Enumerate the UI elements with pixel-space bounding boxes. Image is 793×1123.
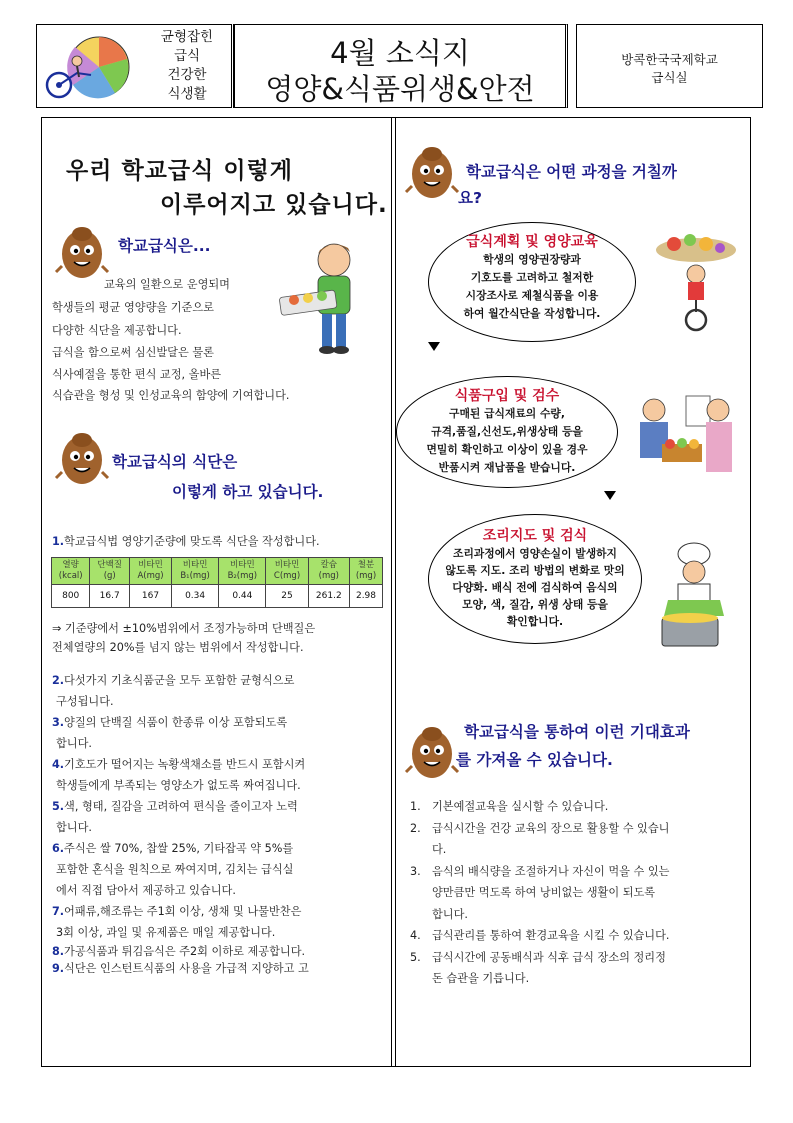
main-title-line1: 우리 학교급식 이렇게 [66,158,293,184]
inspection-illustration [626,386,742,482]
table-cell: 2.98 [349,585,382,608]
table-cell: 261.2 [308,585,349,608]
effects-title-line2: 를 가져올 수 있습니다. [456,751,613,769]
rule-item: 7.어패류,해조류는 주1회 이상, 생채 및 나물반찬은 [52,905,302,918]
table-cell: 167 [130,585,172,608]
process-step-planning: 급식계획 및 영양교육 학생의 영양권장량과 기호도를 고려하고 철저한 시장조사로 제철식품을 이용 하여 월간식단을 작성합니다. [428,222,636,342]
mascot-icon [404,722,460,784]
rule-item-cont: 3회 이상, 과일 및 유제품은 매일 제공합니다. [56,926,276,939]
rule-number: 1. [52,535,65,548]
list-item: 3. 음식의 배식량을 조절하거나 자신이 먹을 수 있는 양만큼만 먹도록 하여 낭비없는 생활이 되도록 합니다. [410,864,670,921]
newsletter-title: 4월 소식지 [330,36,470,70]
list-item: 1. 기본예절교육을 실시할 수 있습니다. [410,800,609,813]
student-tray-illustration [276,238,376,358]
rule-item-cont: 에서 직접 담아서 제공하고 있습니다. [56,884,236,897]
rules-list [52,670,387,977]
newsletter-subtitle: 영양&식품위생&안전 [265,72,535,106]
list-item: 4. 급식관리를 통하여 환경교육을 시킬 수 있습니다. [410,929,670,942]
rule-item-cont: 합니다. [56,821,92,834]
rule-item-cont: 학생들에게 부족되는 영양소가 없도록 짜여집니다. [56,779,301,792]
rule-item-cont: 구성됩니다. [56,695,114,708]
table-header-cell: 비타민 B₂(mg) [219,558,266,585]
rule-item: 6.주식은 쌀 70%, 찹쌀 25%, 기타잡곡 약 5%를 [52,842,294,855]
mascot-icon [54,222,110,284]
table-header-row [52,558,383,585]
flow-arrow-icon [604,491,616,500]
table-header-cell: 비타민 B₁(mg) [171,558,218,585]
mascot-icon [404,142,460,204]
effects-title-line1: 학교급식을 통하여 이런 기대효과 [464,723,690,741]
motto-line: 균형잡힌 [160,29,214,45]
rule-item: 5.색, 형태, 질감을 고려하여 편식을 줄이고자 노력 [52,800,298,813]
process-title-line2: 요? [458,189,482,207]
section1-title: 학교급식은... [118,237,211,255]
motto-line: 건강한 [167,67,207,83]
balanced-diet-icon [41,33,137,105]
department-name: 급식실 [651,70,688,85]
rule-item: 8.가공식품과 튀김음식은 주2회 이하로 제공합니다. [52,945,306,958]
section1-line: 급식을 함으로써 심신발달은 물론 [52,346,214,359]
table-header-cell: 칼슘 (mg) [308,558,349,585]
step-title: 식품구입 및 검수 [454,388,560,404]
table-row [52,585,383,608]
rule-item: 9.식단은 인스턴트식품의 사용을 가급적 지양하고 고 [52,962,309,975]
list-item: 2. 급식시간을 건강 교육의 장으로 활용할 수 있습니 다. [410,821,670,856]
main-title-line2: 이루어지고 있습니다. [160,192,388,218]
table-header-cell: 철분 (mg) [349,558,382,585]
rule-item: 2.다섯가지 기초식품군을 모두 포함한 균형식으로 [52,674,295,687]
school-name: 방콕한국국제학교 [621,52,718,67]
chef-illustration [654,540,740,652]
table-cell: 25 [266,585,308,608]
nutrition-standard-table [51,557,383,608]
rule-item-cont: 포함한 혼식을 원칙으로 짜여지며, 김치는 급식실 [56,863,294,876]
process-step-purchase: 식품구입 및 검수 구매된 급식재료의 수량, 규격,품질,신선도,위생상태 등을 면밀히 확인하고 이상이 있을 경우 반품시켜 재납품을 받습니다. [396,376,618,488]
column-divider [391,117,396,1067]
table-cell: 0.44 [219,585,266,608]
rule-text: 학교급식법 영양기준량에 맞도록 식단을 작성합니다. [64,535,320,548]
list-item: 5. 급식시간에 공동배식과 식후 급식 장소의 정리정 돈 습관을 기릅니다. [410,950,666,985]
section1-line: 교육의 일환으로 운영되며 [104,278,230,291]
table-header-cell: 열량 (kcal) [52,558,90,585]
table-note-line: ⇒ 기준량에서 ±10%범위에서 조정가능하며 단백질은 [52,622,316,635]
header-org-box [576,24,763,108]
table-header-cell: 비타민 A(mg) [130,558,172,585]
effects-list [410,796,740,990]
section1-line: 식사예절을 통한 편식 교정, 올바른 [52,368,222,381]
section2-title-line1: 학교급식의 식단은 [112,453,238,471]
rule-item: 4.기호도가 떨어지는 녹황색채소를 반드시 포함시켜 [52,758,306,771]
table-cell: 800 [52,585,90,608]
rule-item-cont: 합니다. [56,737,92,750]
process-step-cooking: 조리지도 및 검식 조리과정에서 영양손실이 발생하지 않도록 지도. 조리 방법의 변화로 맛의 다양화. 배식 전에 검식하여 음식의 모양, 색, 질감, 위생 상태 등을 확인합니다. [428,514,642,644]
header-motto-box [36,24,232,108]
table-header-cell: 단백질 (g) [90,558,130,585]
step-title: 급식계획 및 영양교육 [466,234,598,250]
flow-arrow-icon [428,342,440,351]
motto-line: 식생활 [167,86,207,102]
motto-line: 급식 [173,48,201,64]
step-title: 조리지도 및 검식 [482,528,588,544]
table-cell: 16.7 [90,585,130,608]
section2-title-line2: 이렇게 하고 있습니다. [172,483,324,501]
unicycle-food-illustration [650,232,742,332]
table-header-cell: 비타민 C(mg) [266,558,308,585]
rule-item: 3.양질의 단백질 식품이 한종류 이상 포함되도록 [52,716,288,729]
section1-line: 식습관을 형성 및 인성교육의 함양에 기여합니다. [52,389,290,402]
section1-line: 다양한 식단을 제공합니다. [52,324,182,337]
header-title-box [233,24,568,108]
process-title-line1: 학교급식은 어떤 과정을 거칠까 [466,163,677,181]
section1-line: 학생들의 평균 영양량을 기준으로 [52,301,214,314]
table-note-line: 전체열량의 20%를 넘지 않는 범위에서 작성합니다. [52,641,304,654]
rule-1 [52,531,320,552]
table-cell: 0.34 [171,585,218,608]
mascot-icon [54,428,110,490]
